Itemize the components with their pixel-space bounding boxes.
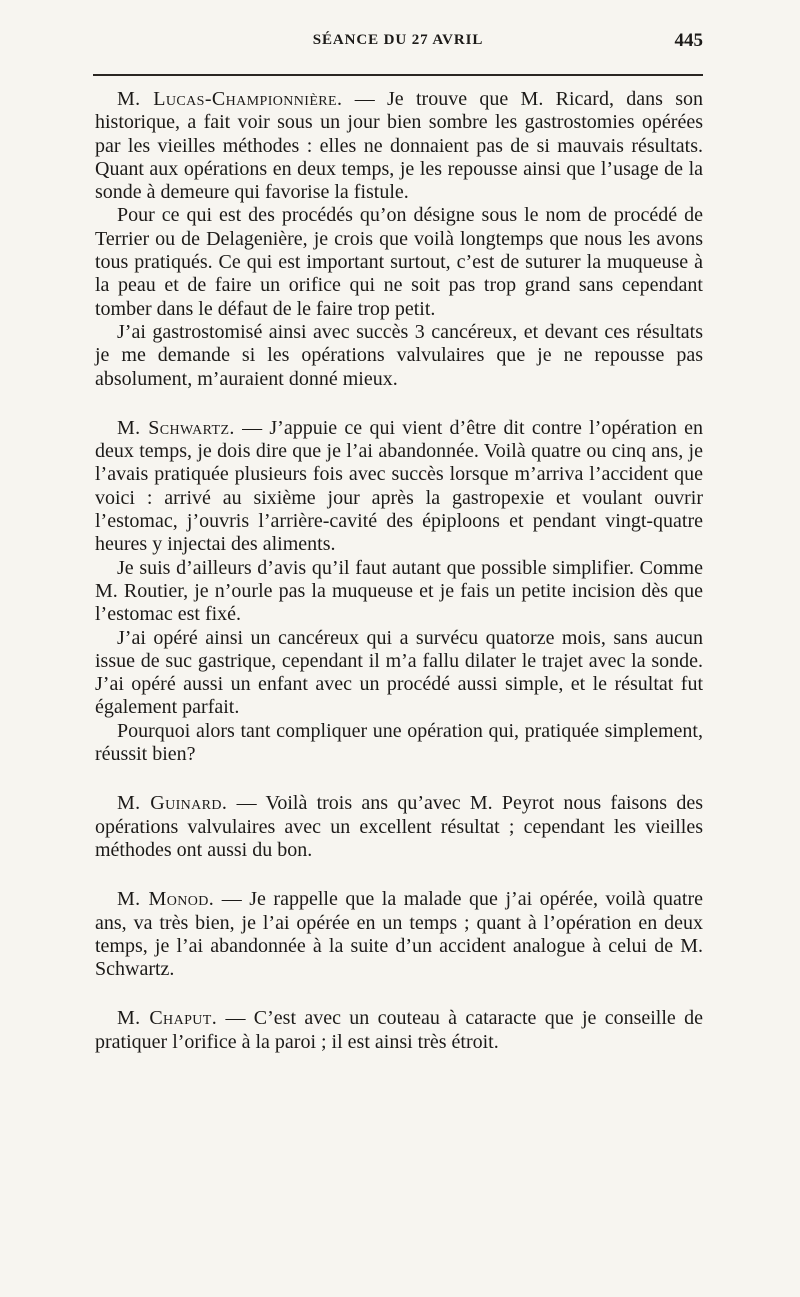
running-title: SÉANCE DU 27 AVRIL	[312, 32, 484, 48]
paragraph-text: — C’est avec un couteau à cataracte que je conseille de pratiquer l’orifice à la paroi ; il est ainsi très étroit.	[95, 1007, 703, 1053]
text-body	[95, 88, 703, 1054]
paragraph-text: — J’appuie ce qui vient d’être dit contre l’opération en deux temps, je dois dire que je l’ai abandonnée. Voilà quatre ou cinq ans, je l’avais pratiquée plusieurs fois avec succès lorsque m’arriva l’accident que voici : arrivé au sixième jour après la gastropexie et voulant ouvrir l’estomac, j’ouvris l’arrière-cavité des épiploons et pendant vingt-quatre heures y injectai des aliments.	[95, 416, 704, 556]
paragraph: Pour ce qui est des procédés qu’on désigne sous le nom de procédé de Terrier ou de Delagenière, je crois que voilà longtemps que nous les avons tous pratiqués. Ce qui est important surtout, c’est de suturer la muqueuse à la peau et de faire un orifice qui ne soit pas trop grand sans cependant tomber dans le défaut de le faire trop petit.	[95, 204, 703, 320]
speaker-name: M. Lucas-Championnière.	[117, 88, 343, 110]
paragraph	[95, 417, 703, 557]
header-rule	[93, 74, 703, 76]
intervention-chaput	[95, 1007, 703, 1054]
intervention-monod	[95, 888, 703, 981]
paragraph-text: — Je rappelle que la malade que j’ai opérée, voilà quatre ans, va très bien, je l’ai opérée en un temps ; quant à l’opération en deux temps, je l’ai abandonnée à la suite d’un accident analogue à celui de M. Schwartz.	[95, 888, 703, 981]
paragraph: Je suis d’ailleurs d’avis qu’il faut autant que possible simplifier. Comme M. Routier, je n’ourle pas la muqueuse et je fais un petite incision dès que l’estomac est fixé.	[95, 556, 703, 626]
intervention-lucas-championniere	[95, 88, 703, 391]
paragraph	[95, 88, 703, 204]
paragraph	[95, 1007, 703, 1054]
paragraph: Pourquoi alors tant compliquer une opération qui, pratiquée simplement, réussit bien?	[95, 719, 703, 766]
intervention-schwartz	[95, 417, 703, 766]
paragraph-text: — Voilà trois ans qu’avec M. Peyrot nous faisons des opérations valvulaires avec un excellent résultat ; cependant les vieilles méthodes ont aussi du bon.	[95, 792, 703, 861]
speaker-name: M. Schwartz.	[117, 416, 235, 439]
paragraph: J’ai gastrostomisé ainsi avec succès 3 cancéreux, et devant ces résultats je me demande si les opérations valvulaires que je ne repousse pas absolument, m’auraient donné mieux.	[95, 320, 703, 390]
intervention-guinard	[95, 792, 703, 862]
page-number: 445	[674, 30, 703, 51]
speaker-name: M. Monod.	[117, 888, 215, 911]
paragraph: J’ai opéré ainsi un cancéreux qui a survécu quatorze mois, sans aucun issue de suc gastrique, cependant il m’a fallu dilater le trajet avec la sonde. J’ai opéré aussi un enfant avec un procédé aussi simple, et le résultat fut également parfait.	[95, 626, 703, 719]
paragraph	[95, 888, 703, 981]
speaker-name: M. Chaput.	[117, 1007, 218, 1030]
speaker-name: M. Guinard.	[117, 792, 228, 815]
paragraph-text: — Je trouve que M. Ricard, dans son historique, a fait voir sous un jour bien sombre les gastrostomies opérées par les vieilles méthodes : elles ne donnaient pas de si mauvais résultats. Quant aux opérations en deux temps, je les repousse ainsi que l’usage de la sonde à demeure qui favorise la fistule.	[95, 88, 703, 204]
running-head	[93, 32, 703, 60]
paragraph	[95, 792, 703, 862]
